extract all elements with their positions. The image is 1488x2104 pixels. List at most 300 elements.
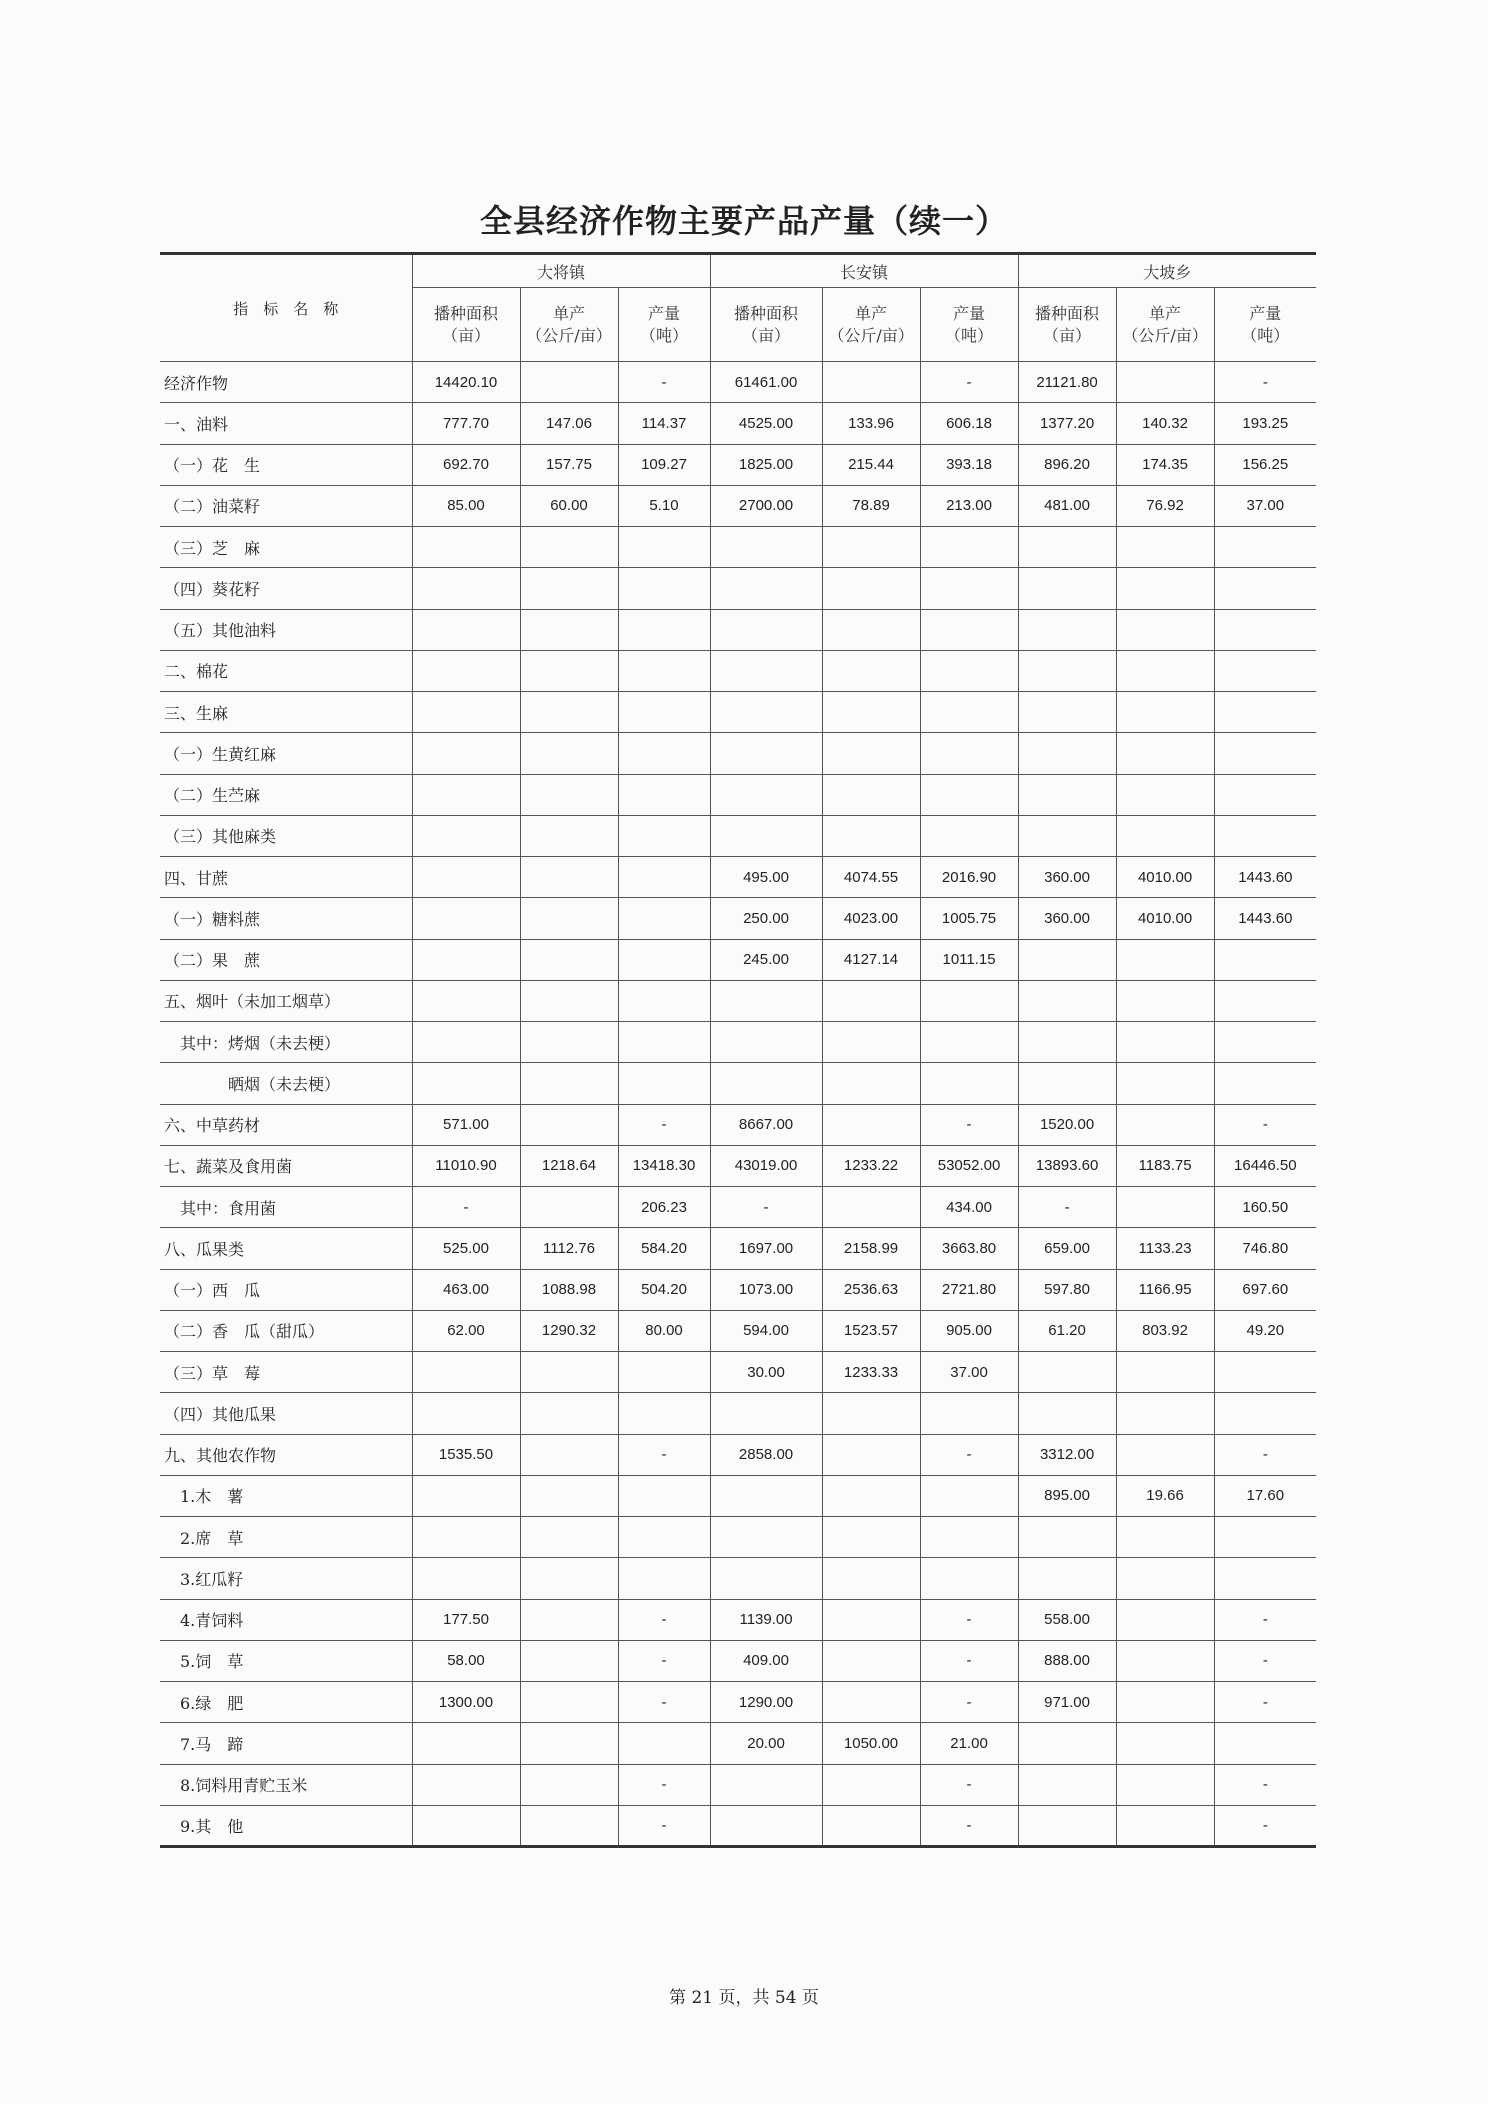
- table-cell: [412, 774, 520, 815]
- table-cell: 803.92: [1116, 1310, 1214, 1351]
- table-cell: -: [618, 1682, 710, 1723]
- table-cell: 20.00: [710, 1723, 822, 1764]
- sub-column-header: [1214, 288, 1316, 362]
- table-cell: 133.96: [822, 403, 920, 444]
- table-cell: [618, 609, 710, 650]
- table-cell: 61.20: [1018, 1310, 1116, 1351]
- table-cell: [520, 1640, 618, 1681]
- table-cell: [1018, 1022, 1116, 1063]
- table-cell: [618, 568, 710, 609]
- table-cell: [1214, 1393, 1316, 1434]
- table-cell: 1520.00: [1018, 1104, 1116, 1145]
- table-cell: 584.20: [618, 1228, 710, 1269]
- table-cell: [412, 1475, 520, 1516]
- row-label: 1.木 薯: [160, 1475, 412, 1516]
- table-cell: [710, 609, 822, 650]
- table-cell: [1018, 1723, 1116, 1764]
- table-cell: [618, 774, 710, 815]
- table-cell: 504.20: [618, 1269, 710, 1310]
- table-cell: [710, 980, 822, 1021]
- town-header: [412, 254, 710, 288]
- table-cell: -: [618, 1805, 710, 1846]
- table-row: [160, 609, 1316, 650]
- table-cell: 393.18: [920, 444, 1018, 485]
- table-cell: [520, 609, 618, 650]
- table-cell: [520, 939, 618, 980]
- table-cell: [618, 527, 710, 568]
- table-cell: 213.00: [920, 485, 1018, 526]
- row-label: 五、烟叶（未加工烟草）: [160, 980, 412, 1021]
- table-cell: [412, 1517, 520, 1558]
- table-cell: 1183.75: [1116, 1145, 1214, 1186]
- table-cell: 13418.30: [618, 1145, 710, 1186]
- row-label: 其中：烤烟（未去梗）: [160, 1022, 412, 1063]
- table-cell: 60.00: [520, 485, 618, 526]
- table-cell: [1214, 1022, 1316, 1063]
- table-cell: 14420.10: [412, 362, 520, 403]
- table-cell: [412, 692, 520, 733]
- table-cell: 114.37: [618, 403, 710, 444]
- table-cell: -: [710, 1187, 822, 1228]
- table-cell: 1290.00: [710, 1682, 822, 1723]
- sub-column-unit: （公斤/亩）: [828, 325, 914, 345]
- table-cell: 174.35: [1116, 444, 1214, 485]
- table-cell: 1218.64: [520, 1145, 618, 1186]
- table-cell: [710, 650, 822, 691]
- table-cell: 17.60: [1214, 1475, 1316, 1516]
- table-cell: [520, 1187, 618, 1228]
- town-header: [710, 254, 1018, 288]
- table-row: [160, 485, 1316, 526]
- row-label: （二）果 蔗: [160, 939, 412, 980]
- table-cell: [920, 980, 1018, 1021]
- table-cell: 1377.20: [1018, 403, 1116, 444]
- table-cell: [822, 1104, 920, 1145]
- table-cell: [618, 980, 710, 1021]
- town-header: [1018, 254, 1316, 288]
- sub-column-name: 播种面积: [433, 303, 498, 323]
- table-cell: [520, 1764, 618, 1805]
- table-cell: 37.00: [1214, 485, 1316, 526]
- table-cell: [822, 609, 920, 650]
- table-cell: 30.00: [710, 1352, 822, 1393]
- table-cell: 78.89: [822, 485, 920, 526]
- table-row: [160, 1022, 1316, 1063]
- table-cell: [618, 1475, 710, 1516]
- table-cell: [920, 1393, 1018, 1434]
- sub-column-label: [1122, 303, 1207, 347]
- table-cell: 109.27: [618, 444, 710, 485]
- table-cell: [822, 774, 920, 815]
- table-cell: 177.50: [412, 1599, 520, 1640]
- table-cell: [710, 527, 822, 568]
- table-cell: [1116, 1764, 1214, 1805]
- table-cell: [1018, 1517, 1116, 1558]
- table-cell: [710, 815, 822, 856]
- table-cell: -: [920, 1640, 1018, 1681]
- table-cell: 215.44: [822, 444, 920, 485]
- town-header-label: 大坡乡: [1143, 262, 1192, 282]
- table-cell: [520, 815, 618, 856]
- table-cell: 1535.50: [412, 1434, 520, 1475]
- table-cell: [412, 1063, 520, 1104]
- table-cell: [412, 733, 520, 774]
- row-label: （二）油菜籽: [160, 485, 412, 526]
- table-cell: 495.00: [710, 857, 822, 898]
- table-cell: -: [1214, 1682, 1316, 1723]
- sub-column-name: 播种面积: [1035, 303, 1100, 323]
- table-cell: [1214, 774, 1316, 815]
- table-row: [160, 1393, 1316, 1434]
- table-cell: -: [412, 1187, 520, 1228]
- sub-column-unit: （吨）: [945, 325, 994, 345]
- table-cell: 571.00: [412, 1104, 520, 1145]
- table-cell: [1116, 1723, 1214, 1764]
- row-label: 其中：食用菌: [160, 1187, 412, 1228]
- table-cell: [412, 1022, 520, 1063]
- table-cell: [1116, 1393, 1214, 1434]
- table-cell: [1018, 609, 1116, 650]
- table-cell: [412, 1723, 520, 1764]
- table-cell: [520, 650, 618, 691]
- table-cell: 16446.50: [1214, 1145, 1316, 1186]
- table-cell: [710, 1475, 822, 1516]
- row-label: （一）花 生: [160, 444, 412, 485]
- sub-column-unit: （公斤/亩）: [526, 325, 612, 345]
- table-cell: 1443.60: [1214, 857, 1316, 898]
- table-cell: 245.00: [710, 939, 822, 980]
- table-cell: [618, 1393, 710, 1434]
- row-label: 三、生麻: [160, 692, 412, 733]
- table-cell: [412, 1352, 520, 1393]
- sub-column-header: [618, 288, 710, 362]
- table-cell: [1116, 1104, 1214, 1145]
- sub-column-name: 产量: [1249, 303, 1282, 323]
- table-cell: [1116, 1640, 1214, 1681]
- table-cell: 5.10: [618, 485, 710, 526]
- table-cell: [1018, 733, 1116, 774]
- table-cell: 193.25: [1214, 403, 1316, 444]
- table-cell: [920, 733, 1018, 774]
- table-row: [160, 403, 1316, 444]
- table-cell: 4023.00: [822, 898, 920, 939]
- table-cell: [1018, 692, 1116, 733]
- table-cell: [1116, 1517, 1214, 1558]
- table-row: [160, 1599, 1316, 1640]
- row-label: （四）葵花籽: [160, 568, 412, 609]
- table-row: [160, 1640, 1316, 1681]
- sub-column-header: [710, 288, 822, 362]
- sub-column-unit: （吨）: [1241, 325, 1290, 345]
- table-cell: [822, 980, 920, 1021]
- table-cell: [1214, 692, 1316, 733]
- table-cell: [1018, 1352, 1116, 1393]
- table-cell: 4010.00: [1116, 857, 1214, 898]
- table-cell: [822, 1640, 920, 1681]
- table-cell: -: [618, 1104, 710, 1145]
- sub-column-header: [412, 288, 520, 362]
- table-cell: 409.00: [710, 1640, 822, 1681]
- table-cell: [520, 1682, 618, 1723]
- table-cell: -: [618, 1640, 710, 1681]
- table-cell: 1011.15: [920, 939, 1018, 980]
- row-label: （五）其他油料: [160, 609, 412, 650]
- table-row: [160, 1145, 1316, 1186]
- table-cell: [710, 1063, 822, 1104]
- table-cell: [710, 1764, 822, 1805]
- table-cell: 1697.00: [710, 1228, 822, 1269]
- table-cell: [822, 650, 920, 691]
- table-cell: -: [1214, 1805, 1316, 1846]
- table-cell: 1300.00: [412, 1682, 520, 1723]
- table-cell: -: [1214, 1104, 1316, 1145]
- table-cell: 4074.55: [822, 857, 920, 898]
- table-cell: 3663.80: [920, 1228, 1018, 1269]
- table-cell: [1214, 1723, 1316, 1764]
- sub-column-label: [828, 303, 913, 347]
- table-cell: -: [618, 1434, 710, 1475]
- table-cell: -: [920, 1434, 1018, 1475]
- table-cell: 1133.23: [1116, 1228, 1214, 1269]
- sub-column-name: 单产: [855, 303, 888, 323]
- table-cell: [1116, 692, 1214, 733]
- table-cell: 606.18: [920, 403, 1018, 444]
- town-header-label: 大将镇: [537, 262, 586, 282]
- table-cell: -: [1214, 1599, 1316, 1640]
- table-cell: [618, 692, 710, 733]
- table-row: [160, 1352, 1316, 1393]
- table-cell: [520, 1352, 618, 1393]
- table-cell: [412, 609, 520, 650]
- table-cell: [1116, 774, 1214, 815]
- page-title: 全县经济作物主要产品产量（续一）: [479, 202, 1008, 240]
- table-cell: [1214, 1558, 1316, 1599]
- table-cell: 13893.60: [1018, 1145, 1116, 1186]
- table-cell: 2158.99: [822, 1228, 920, 1269]
- table-cell: [822, 1187, 920, 1228]
- table-cell: 888.00: [1018, 1640, 1116, 1681]
- table-cell: -: [920, 1682, 1018, 1723]
- table-cell: 1112.76: [520, 1228, 618, 1269]
- table-cell: [1214, 568, 1316, 609]
- table-cell: 1233.33: [822, 1352, 920, 1393]
- table-cell: [618, 1022, 710, 1063]
- row-label: 5.饲 草: [160, 1640, 412, 1681]
- table-cell: [412, 527, 520, 568]
- table-cell: [1018, 1063, 1116, 1104]
- table-cell: [412, 939, 520, 980]
- table-cell: [822, 1022, 920, 1063]
- table-cell: [520, 568, 618, 609]
- table-row: [160, 898, 1316, 939]
- table-cell: -: [920, 1805, 1018, 1846]
- table-row: [160, 444, 1316, 485]
- table-cell: 1443.60: [1214, 898, 1316, 939]
- row-label: （四）其他瓜果: [160, 1393, 412, 1434]
- table-cell: 1139.00: [710, 1599, 822, 1640]
- row-label: （三）芝 麻: [160, 527, 412, 568]
- table-cell: 37.00: [920, 1352, 1018, 1393]
- table-cell: 11010.90: [412, 1145, 520, 1186]
- sub-column-label: [434, 303, 498, 347]
- table-cell: 2700.00: [710, 485, 822, 526]
- row-label: （二）生苎麻: [160, 774, 412, 815]
- table-cell: [520, 1475, 618, 1516]
- table-cell: [412, 1393, 520, 1434]
- table-row: [160, 1764, 1316, 1805]
- table-cell: [1018, 1393, 1116, 1434]
- table-cell: 53052.00: [920, 1145, 1018, 1186]
- table-cell: 4127.14: [822, 939, 920, 980]
- table-cell: -: [1018, 1187, 1116, 1228]
- table-cell: 697.60: [1214, 1269, 1316, 1310]
- row-label: （三）其他麻类: [160, 815, 412, 856]
- table-cell: -: [1214, 1640, 1316, 1681]
- sub-column-name: 产量: [648, 303, 681, 323]
- table-row: [160, 1805, 1316, 1846]
- table-cell: 971.00: [1018, 1682, 1116, 1723]
- table-cell: 76.92: [1116, 485, 1214, 526]
- table-cell: [822, 1475, 920, 1516]
- table-cell: [1214, 939, 1316, 980]
- table-row: [160, 939, 1316, 980]
- row-label-header: [160, 254, 412, 362]
- table-cell: [1018, 815, 1116, 856]
- table-cell: [1116, 1063, 1214, 1104]
- table-row: [160, 857, 1316, 898]
- table-cell: [1214, 609, 1316, 650]
- table-cell: -: [920, 1104, 1018, 1145]
- table-cell: 777.70: [412, 403, 520, 444]
- table-cell: 895.00: [1018, 1475, 1116, 1516]
- row-label: 4.青饲料: [160, 1599, 412, 1640]
- table-cell: [822, 1764, 920, 1805]
- row-label: （三）草 莓: [160, 1352, 412, 1393]
- table-cell: 692.70: [412, 444, 520, 485]
- table-cell: [822, 1063, 920, 1104]
- table-cell: 558.00: [1018, 1599, 1116, 1640]
- sub-column-name: 单产: [1149, 303, 1182, 323]
- table-cell: 140.32: [1116, 403, 1214, 444]
- table-cell: 43019.00: [710, 1145, 822, 1186]
- table-cell: [520, 362, 618, 403]
- sub-column-header: [822, 288, 920, 362]
- table-cell: [520, 1022, 618, 1063]
- table-cell: [822, 1682, 920, 1723]
- table-cell: 1825.00: [710, 444, 822, 485]
- table-cell: [710, 1022, 822, 1063]
- table-cell: [920, 568, 1018, 609]
- table-cell: [412, 1558, 520, 1599]
- table-cell: [710, 1805, 822, 1846]
- table-row: [160, 815, 1316, 856]
- table-cell: 2536.63: [822, 1269, 920, 1310]
- row-label: 二、棉花: [160, 650, 412, 691]
- table-cell: [618, 1723, 710, 1764]
- sub-column-label: [734, 303, 798, 347]
- table-cell: 157.75: [520, 444, 618, 485]
- table-cell: 594.00: [710, 1310, 822, 1351]
- row-label: 2.席 草: [160, 1517, 412, 1558]
- table-cell: [1116, 1187, 1214, 1228]
- table-cell: [412, 650, 520, 691]
- table-cell: [618, 1352, 710, 1393]
- table-row: [160, 1187, 1316, 1228]
- table-cell: [1116, 568, 1214, 609]
- table-row: [160, 1310, 1316, 1351]
- table-cell: [920, 1475, 1018, 1516]
- table-cell: [1116, 1022, 1214, 1063]
- table-cell: [520, 692, 618, 733]
- table-cell: 19.66: [1116, 1475, 1214, 1516]
- table-cell: [1214, 1352, 1316, 1393]
- table-cell: [710, 774, 822, 815]
- table-row: [160, 1475, 1316, 1516]
- sub-column-header: [920, 288, 1018, 362]
- table-cell: 49.20: [1214, 1310, 1316, 1351]
- table-cell: [412, 815, 520, 856]
- table-cell: 206.23: [618, 1187, 710, 1228]
- table-cell: [1214, 733, 1316, 774]
- table-cell: -: [920, 1599, 1018, 1640]
- table-cell: 746.80: [1214, 1228, 1316, 1269]
- table-row: [160, 650, 1316, 691]
- row-label: （一）生黄红麻: [160, 733, 412, 774]
- table-cell: [520, 898, 618, 939]
- table-row: [160, 1269, 1316, 1310]
- table-cell: [920, 774, 1018, 815]
- table-cell: 4010.00: [1116, 898, 1214, 939]
- table-cell: [520, 980, 618, 1021]
- table-cell: [822, 1599, 920, 1640]
- table-cell: 525.00: [412, 1228, 520, 1269]
- table-cell: [822, 1393, 920, 1434]
- sub-column-label: [945, 303, 993, 347]
- table-row: [160, 1434, 1316, 1475]
- table-cell: 250.00: [710, 898, 822, 939]
- table-cell: 1166.95: [1116, 1269, 1214, 1310]
- table-cell: [920, 1063, 1018, 1104]
- table-cell: 156.25: [1214, 444, 1316, 485]
- table-cell: 62.00: [412, 1310, 520, 1351]
- table-cell: [520, 1517, 618, 1558]
- table-row: [160, 568, 1316, 609]
- table-cell: 360.00: [1018, 898, 1116, 939]
- row-label: 九、其他农作物: [160, 1434, 412, 1475]
- sub-column-name: 播种面积: [734, 303, 799, 323]
- table-cell: 160.50: [1214, 1187, 1316, 1228]
- table-cell: 1050.00: [822, 1723, 920, 1764]
- table-cell: 597.80: [1018, 1269, 1116, 1310]
- table-row: [160, 980, 1316, 1021]
- table-cell: [618, 1558, 710, 1599]
- table-cell: -: [920, 362, 1018, 403]
- table-cell: [822, 1805, 920, 1846]
- table-cell: 481.00: [1018, 485, 1116, 526]
- table-cell: [1018, 774, 1116, 815]
- table-row: [160, 1558, 1316, 1599]
- table-cell: 80.00: [618, 1310, 710, 1351]
- table-cell: [920, 527, 1018, 568]
- row-label: 六、中草药材: [160, 1104, 412, 1145]
- table-cell: 659.00: [1018, 1228, 1116, 1269]
- table-cell: -: [618, 1599, 710, 1640]
- table-cell: [822, 1434, 920, 1475]
- table-row: [160, 1682, 1316, 1723]
- table-cell: [1214, 650, 1316, 691]
- crop-output-table: [160, 252, 1316, 1848]
- table-row: [160, 1228, 1316, 1269]
